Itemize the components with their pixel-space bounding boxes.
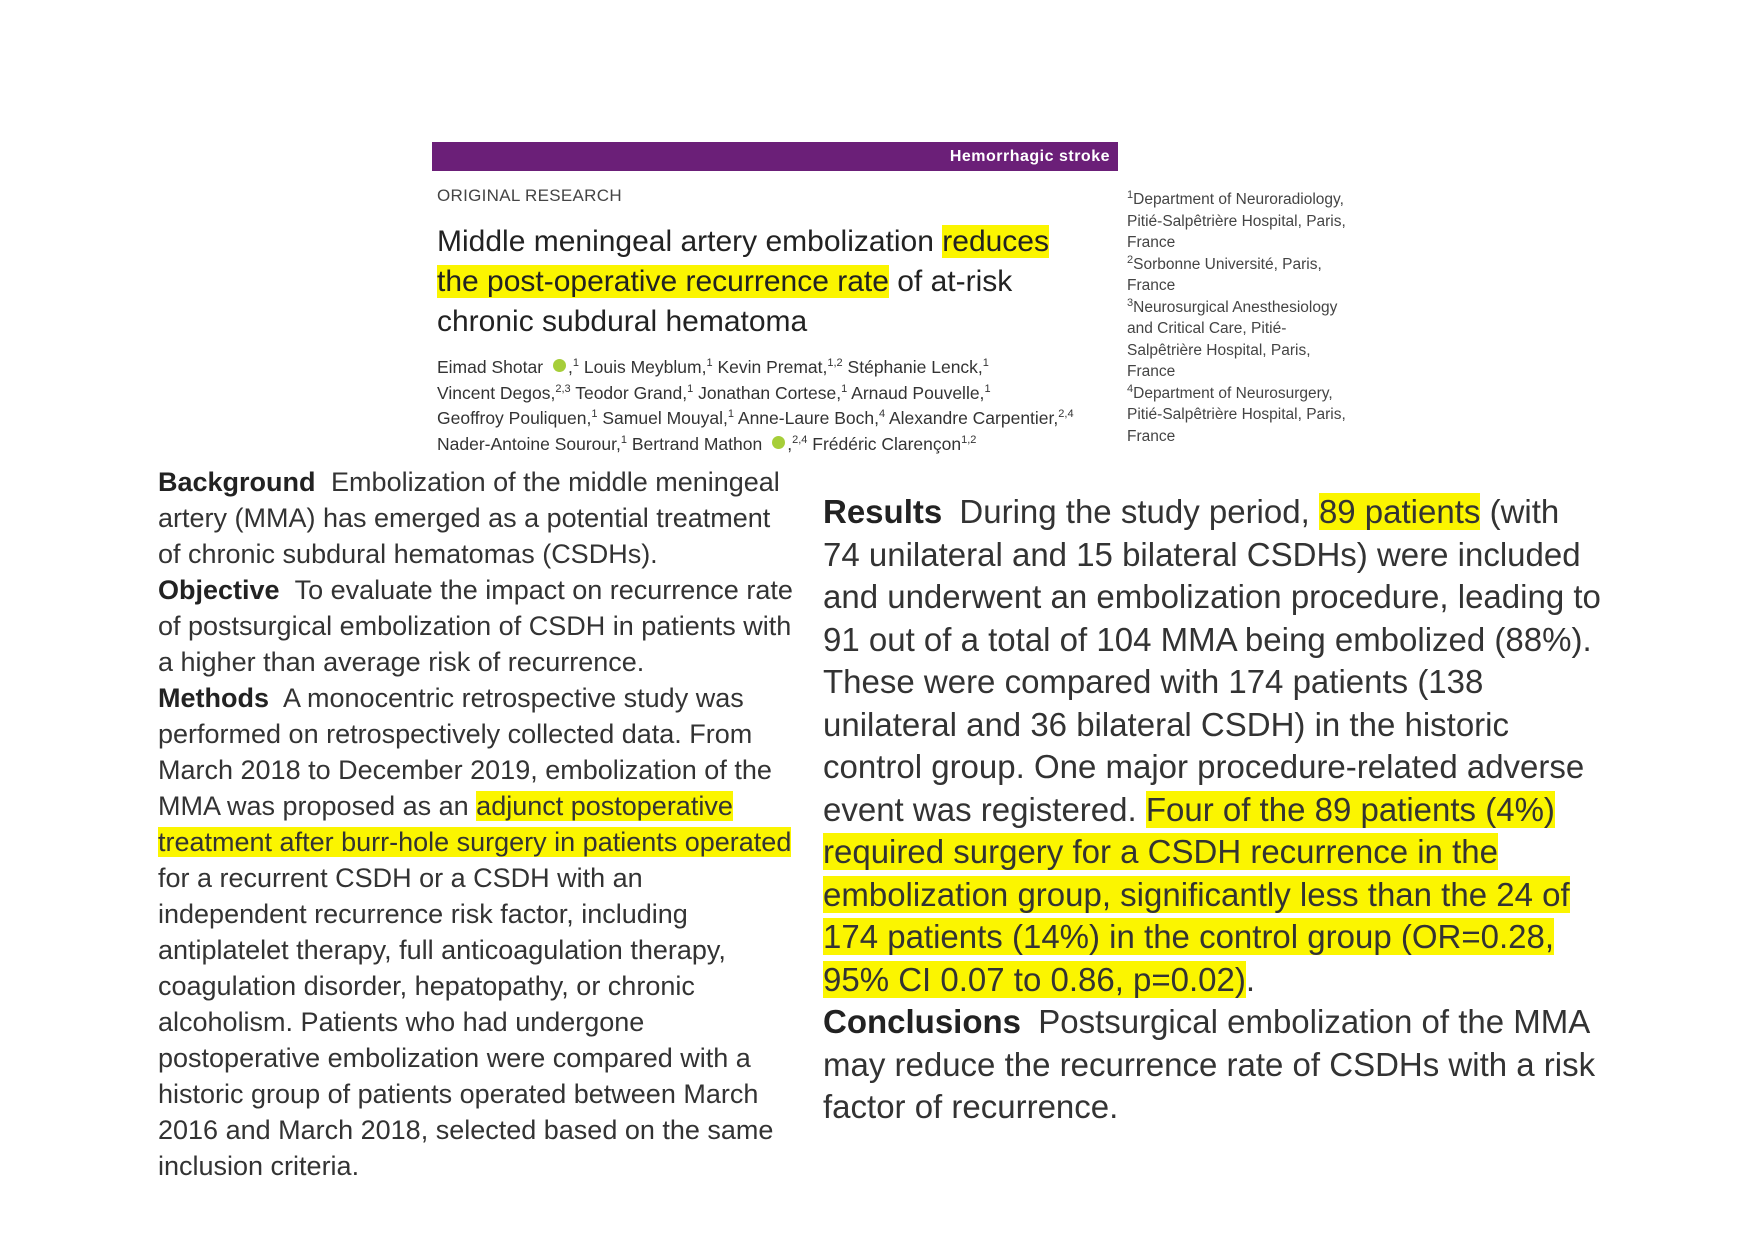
- author-sup: 1: [984, 382, 991, 395]
- author-name: Kevin Premat,: [717, 357, 828, 377]
- author-sup: 1: [982, 357, 989, 370]
- methods-text-1: A monocentric retrospective study was performed on retrospectively collected data. From March 2018 to December 2019, embolization of the MMA was proposed as an: [158, 683, 772, 821]
- abstract-right-column: [823, 491, 1603, 1129]
- author-sup: 1: [591, 408, 598, 421]
- author-name: Eimad Shotar: [437, 357, 544, 377]
- affiliation-num: 3: [1127, 296, 1134, 309]
- results-section: [823, 491, 1603, 1001]
- author-name: Vincent Degos,: [437, 382, 556, 403]
- abstract-left-column: [158, 464, 798, 1184]
- affiliations: [1127, 189, 1357, 447]
- article-type: ORIGINAL RESEARCH: [437, 186, 622, 205]
- author-sup: 1: [620, 433, 627, 446]
- title-part-1: Middle meningeal artery embolization: [437, 225, 943, 258]
- results-text-1: During the study period,: [959, 493, 1319, 530]
- affiliation-4: [1127, 383, 1357, 448]
- affiliation-3: [1127, 297, 1357, 383]
- author-name: Bertrand Mathon: [631, 433, 763, 454]
- affiliation-num: 1: [1127, 188, 1134, 201]
- results-text-3: .: [1245, 960, 1256, 998]
- background-section: [158, 464, 798, 572]
- title-highlight: reduces the post-operative recurrence rate: [437, 225, 1049, 298]
- author-sup: 1: [687, 382, 694, 395]
- objective-text: To evaluate the impact on recurrence rate of postsurgical embolization of CSDH in patients with a higher than average risk of recurrence.: [158, 575, 793, 677]
- author-line-2: [437, 381, 1097, 407]
- methods-label: Methods: [158, 683, 269, 713]
- background-label: Background: [158, 467, 316, 497]
- author-name: Geoffroy Pouliquen,: [437, 408, 592, 428]
- results-label: Results: [823, 493, 943, 530]
- conclusions-label: Conclusions: [823, 1003, 1022, 1040]
- author-name: Arnaud Pouvelle,: [851, 382, 985, 403]
- methods-highlight: adjunct postoperative treatment after burr-hole surgery in patients operated: [158, 791, 792, 857]
- orcid-icon[interactable]: [553, 359, 566, 372]
- conclusions-text: Postsurgical embolization of the MMA may reduce the recurrence rate of CSDHs with a risk factor of recurrence.: [823, 1003, 1596, 1125]
- author-line-3: [437, 406, 1097, 432]
- author-name: Anne-Laure Boch,: [737, 408, 879, 428]
- conclusions-section: [823, 1001, 1603, 1129]
- author-name: Stéphanie Lenck,: [847, 357, 983, 377]
- author-sup: 1,2: [961, 433, 977, 446]
- author-line-1: Eimad Shotar ,$^1$ Louis Meyblum,$^1$ Kevin Premat,$^{1,2}$ Stéphanie Lenck,$^1$: [437, 357, 989, 377]
- affiliation-num: 4: [1127, 382, 1134, 395]
- article-title: [437, 222, 1087, 342]
- objective-label: Objective: [158, 575, 280, 605]
- affiliation-2: [1127, 254, 1357, 297]
- results-text-2: (with 74 unilateral and 15 bilateral CSDHs) were included and underwent an embolization procedure, leading to 91 out of a total of 104 MMA being embolized (88%). These were compared with 174 patients (138 unilateral and 36 bilateral CSDH) in the historic control group. One major procedure-related adverse event was registered.: [823, 493, 1601, 828]
- author-name: Alexandre Carpentier,: [889, 408, 1059, 428]
- affiliation-num: 2: [1127, 253, 1134, 266]
- author-name: Samuel Mouyal,: [602, 408, 728, 428]
- background-text: Embolization of the middle meningeal artery (MMA) has emerged as a potential treatment of chronic subdural hematomas (CSDHs).: [158, 467, 780, 569]
- section-band: [432, 142, 1118, 171]
- title-part-3: of at-risk chronic subdural hematoma: [437, 265, 1013, 338]
- author-sup: 1: [841, 382, 848, 395]
- results-highlight-1: 89 patients: [1318, 493, 1481, 530]
- section-band-label: Hemorrhagic stroke: [949, 148, 1110, 165]
- author-sup: 2,3: [555, 382, 571, 395]
- author-name: Teodor Grand,: [575, 382, 688, 403]
- author-line-4: Nader-Antoine Sourour,$^1$ Bertrand Mathon ,$^{2,4}$ Frédéric Clarençon$^{1,2}$: [437, 433, 977, 454]
- orcid-icon[interactable]: [772, 436, 785, 449]
- affiliation-text: Neurosurgical Anesthesiology and Critical Care, Pitié-Salpêtrière Hospital, Paris, France: [1127, 298, 1338, 380]
- affiliation-1: [1127, 189, 1357, 254]
- author-sup: 1,2: [827, 357, 843, 370]
- objective-section: [158, 572, 798, 680]
- author-name: Jonathan Cortese,: [698, 382, 842, 403]
- author-sup: 4: [878, 408, 886, 421]
- author-list: [437, 355, 1097, 457]
- author-sup: 2,4: [1058, 408, 1074, 421]
- results-highlight-2: Four of the 89 patients (4%) required surgery for a CSDH recurrence in the embolization group, significantly less than the 24 of 174 patients (14%) in the control group (OR=0.28, 95% CI 0.07 to 0.86, p=0.02): [823, 790, 1570, 998]
- author-name: Nader-Antoine Sourour,: [437, 433, 621, 454]
- author-sup: 1: [572, 357, 580, 370]
- author-sup: 1: [706, 357, 713, 370]
- author-sup: 1: [727, 408, 734, 421]
- author-name: Louis Meyblum,: [583, 357, 707, 377]
- methods-section: [158, 680, 798, 1184]
- affiliation-text: Sorbonne Université, Paris, France: [1127, 255, 1322, 294]
- affiliation-text: Department of Neurosurgery, Pitié-Salpêtrière Hospital, Paris, France: [1127, 384, 1346, 445]
- methods-text-2: for a recurrent CSDH or a CSDH with an independent recurrence risk factor, including antiplatelet therapy, full anticoagulation therapy, coagulation disorder, hepatopathy, or chronic alcoholism. Patients who had undergone postoperative embolization were compared with a historic group of patients operated between March 2016 and March 2018, selected based on the same inclusion criteria.: [158, 863, 774, 1181]
- affiliation-text: Department of Neuroradiology, Pitié-Salpêtrière Hospital, Paris, France: [1127, 191, 1346, 251]
- author-name: Frédéric Clarençon: [812, 433, 962, 454]
- author-sup: 2,4: [792, 433, 808, 446]
